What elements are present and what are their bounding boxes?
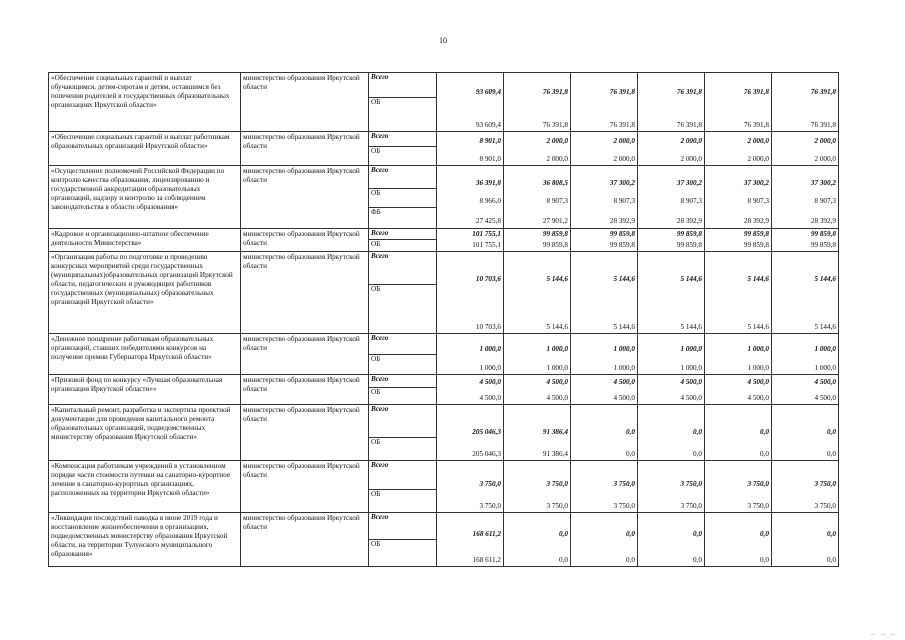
measure-name: «Компенсация работникам учреждений в установленном порядке части стоимости путевки на санаторно-курортное лечение в санаторно-курортных организациях, расположенных на территории Иркутской области» [49,461,241,513]
total-amount: 4 500,0 [479,378,501,386]
total-amount: 168 611,2 [472,530,501,538]
amount: 0,0 [827,450,836,458]
table-row [49,375,839,405]
amount-cell [772,132,839,166]
amount-cell [772,229,839,252]
amount: 1 000,0 [479,364,501,372]
amount: 8 907,3 [814,197,836,205]
responsible-executor: министерство образования Иркутской области [241,375,369,405]
amount: 0,0 [827,556,836,564]
amount-cell [638,252,705,334]
total-amount: 2 000,0 [546,137,568,145]
amount-cell [772,461,839,513]
funding-source-label: ОБ [369,489,436,512]
total-amount: 2 000,0 [680,137,702,145]
total-amount: 5 144,6 [747,275,769,283]
amount-cell [705,375,772,405]
amount: 4 500,0 [747,394,769,402]
responsible-executor: министерство образования Иркутской области [241,513,369,567]
amount: 76 391,8 [810,121,836,129]
measure-name: «Денежное поощрение работникам образовательных организаций, ставших победителями конкурсов на получение премии Губернатора Иркутской области» [49,334,241,375]
amount-cell [437,513,504,567]
total-amount: 0,0 [760,530,769,538]
total-amount: 8 901,0 [479,137,501,145]
funding-source-cell [369,405,437,461]
funding-source-cell [369,166,437,229]
total-amount: 99 859,8 [676,230,702,238]
table-row [49,73,839,132]
amount: 2 000,0 [680,155,702,163]
amount-cell [504,132,571,166]
amount-cell [772,334,839,375]
amount: 0,0 [760,450,769,458]
amount: 3 750,0 [479,502,501,510]
total-amount: 0,0 [827,530,836,538]
funding-source-cell [369,375,437,405]
amount-cell [504,461,571,513]
amount: 76 391,8 [609,121,635,129]
funding-source-label: Всего [371,461,389,469]
amount-cell [504,513,571,567]
total-amount: 4 500,0 [680,378,702,386]
amount: 76 391,8 [676,121,702,129]
funding-source-label: Всего [371,73,389,81]
total-amount: 205 046,3 [472,428,501,436]
amount: 5 144,6 [680,323,702,331]
table-row [49,405,839,461]
amount-cell [705,73,772,132]
amount: 2 000,0 [814,155,836,163]
amount-cell [772,375,839,405]
funding-source-cell [369,132,437,166]
amount-cell [504,166,571,229]
total-amount: 4 500,0 [613,378,635,386]
funding-source-cell [369,461,437,513]
amount-cell [638,405,705,461]
amount-cell [772,73,839,132]
total-amount: 3 750,0 [613,480,635,488]
amount-cell [437,375,504,405]
amount: 0,0 [626,450,635,458]
total-amount: 5 144,6 [546,275,568,283]
responsible-executor: министерство образования Иркутской области [241,334,369,375]
amount: 28 392,9 [676,217,702,225]
total-amount: 3 750,0 [680,480,702,488]
measure-name: «Призовой фонд по конкурсу «Лучшая образовательная организация Иркутской области»» [49,375,241,405]
total-amount: 91 386,4 [542,428,568,436]
amount: 99 859,8 [676,241,702,249]
total-amount: 5 144,6 [814,275,836,283]
amount-cell [571,513,638,567]
funding-source-label: ОБ [369,539,436,566]
amount-cell [638,166,705,229]
amount: 93 609,4 [475,121,501,129]
amount: 3 750,0 [814,502,836,510]
amount-cell [772,513,839,567]
total-amount: 1 000,0 [546,345,568,353]
total-amount: 1 000,0 [479,345,501,353]
amount-cell [705,405,772,461]
amount-cell [638,229,705,252]
table-row [49,461,839,513]
total-amount: 0,0 [626,530,635,538]
amount: 10 703,6 [475,323,501,331]
funding-source-label: ОБ [369,354,436,374]
funding-source-label: Всего [371,166,389,174]
measure-name: «Обеспечение социальных гарантий и выплат обучающимся, детям-сиротам и детям, оставшимся без попечения родителей в государственных образовательных организациях Иркутской области» [49,73,241,132]
funding-source-label: Всего [371,132,389,140]
amount-cell [571,461,638,513]
budget-table [48,72,839,567]
funding-source-cell [369,252,437,334]
amount: 0,0 [693,450,702,458]
amount-cell [504,252,571,334]
total-amount: 99 859,8 [609,230,635,238]
measure-name: «Обеспечение социальных гарантий и выплат работникам образовательных организаций Иркутской области» [49,132,241,166]
responsible-executor: министерство образования Иркутской области [241,132,369,166]
total-amount: 36 808,5 [542,179,568,187]
total-amount: 37 300,2 [810,179,836,187]
funding-source-cell [369,73,437,132]
amount: 3 750,0 [680,502,702,510]
amount-cell [571,229,638,252]
amount: 8 907,3 [680,197,702,205]
amount: 2 000,0 [613,155,635,163]
table-row [49,252,839,334]
amount-cell [504,73,571,132]
funding-source-label: Всего [371,229,389,237]
amount: 0,0 [626,556,635,564]
funding-source-label: Всего [371,405,389,413]
amount-cell [571,375,638,405]
amount: 3 750,0 [747,502,769,510]
amount: 99 859,8 [609,241,635,249]
amount: 1 000,0 [546,364,568,372]
amount-cell [437,166,504,229]
total-amount: 0,0 [693,428,702,436]
amount-cell [638,513,705,567]
total-amount: 1 000,0 [814,345,836,353]
table-row [49,132,839,166]
total-amount: 0,0 [760,428,769,436]
amount-cell [705,334,772,375]
amount-cell [504,334,571,375]
amount: 1 000,0 [613,364,635,372]
total-amount: 0,0 [559,530,568,538]
amount-cell [705,132,772,166]
amount: 2 000,0 [747,155,769,163]
amount-cell [504,405,571,461]
funding-source-cell [369,334,437,375]
amount-cell [772,166,839,229]
amount-cell [571,405,638,461]
funding-source-cell [369,229,437,252]
amount: 99 859,8 [542,241,568,249]
funding-source-label: Всего [371,375,389,383]
measure-name: «Капитальный ремонт, разработка и экспертиза проектной документации для проведения капитального ремонта образовательных организаций, подведомственных министерству образования Иркутской области» [49,405,241,461]
total-amount: 1 000,0 [613,345,635,353]
amount-cell [571,166,638,229]
funding-source-label: Всего [371,334,389,342]
amount-cell [638,375,705,405]
total-amount: 3 750,0 [479,480,501,488]
amount-cell [772,405,839,461]
total-amount: 4 500,0 [546,378,568,386]
total-amount: 37 300,2 [609,179,635,187]
amount: 5 144,6 [613,323,635,331]
amount: 28 392,9 [609,217,635,225]
amount: 8 907,3 [613,197,635,205]
amount-cell [571,252,638,334]
amount: 76 391,8 [743,121,769,129]
total-amount: 36 391,8 [475,179,501,187]
total-amount: 1 000,0 [680,345,702,353]
amount-cell [638,73,705,132]
amount: 101 755,1 [472,241,501,249]
responsible-executor: министерство образования Иркутской области [241,166,369,229]
funding-source-label: ОБ [369,97,436,131]
amount: 5 144,6 [814,323,836,331]
funding-source-label: ОБ [369,239,436,251]
total-amount: 76 391,8 [810,88,836,96]
funding-source-label: ОБ [369,437,436,460]
total-amount: 2 000,0 [613,137,635,145]
amount: 0,0 [693,556,702,564]
amount: 205 046,3 [472,450,501,458]
amount-cell [571,73,638,132]
total-amount: 2 000,0 [814,137,836,145]
amount: 2 000,0 [546,155,568,163]
total-amount: 93 609,4 [475,88,501,96]
amount: 27 425,8 [475,217,501,225]
amount: 27 901,2 [542,217,568,225]
amount: 0,0 [760,556,769,564]
table-row [49,334,839,375]
total-amount: 76 391,8 [676,88,702,96]
amount-cell [772,252,839,334]
amount-cell [437,132,504,166]
total-amount: 37 300,2 [676,179,702,187]
funding-source-label: Всего [371,252,389,260]
total-amount: 76 391,8 [743,88,769,96]
amount-cell [705,252,772,334]
measure-name: «Кадровое и организационно-штатное обеспечение деятельности Министерства» [49,229,241,252]
funding-source-label: ОБ [369,188,436,207]
measure-name: «Ликвидация последствий паводка в июне 2019 года и восстановление жизнеобеспечения в организациях, подведомственных министерству образования Иркутской области, на территории Тулунского муниципального образования» [49,513,241,567]
funding-source-label: ФБ [369,207,436,228]
total-amount: 1 000,0 [747,345,769,353]
amount: 28 392,9 [810,217,836,225]
amount: 168 611,2 [472,556,501,564]
total-amount: 99 859,8 [743,230,769,238]
amount: 5 144,6 [546,323,568,331]
amount: 1 000,0 [814,364,836,372]
total-amount: 101 755,1 [472,230,501,238]
amount-cell [638,132,705,166]
amount: 8 966,0 [479,197,501,205]
amount-cell [437,405,504,461]
amount-cell [504,229,571,252]
table-row [49,513,839,567]
amount: 1 000,0 [680,364,702,372]
amount-cell [571,334,638,375]
amount-cell [437,252,504,334]
total-amount: 99 859,8 [542,230,568,238]
total-amount: 76 391,8 [609,88,635,96]
amount-cell [437,461,504,513]
amount: 3 750,0 [546,502,568,510]
total-amount: 5 144,6 [680,275,702,283]
table-row [49,166,839,229]
measure-name: «Организация работы по подготовке и проведению конкурсных мероприятий среди государственных (муниципальных)образовательных организаций Иркутской области, педагогических и руководящих работников государственных (муниципальных) образовательных организаций Иркутской области» [49,252,241,334]
responsible-executor: министерство образования Иркутской области [241,229,369,252]
responsible-executor: министерство образования Иркутской области [241,461,369,513]
total-amount: 3 750,0 [814,480,836,488]
amount: 4 500,0 [814,394,836,402]
table-row [49,229,839,252]
amount-cell [638,461,705,513]
amount: 4 500,0 [613,394,635,402]
amount: 8 907,3 [747,197,769,205]
total-amount: 4 500,0 [747,378,769,386]
funding-source-label: ОБ [369,284,436,333]
amount: 4 500,0 [680,394,702,402]
total-amount: 76 391,8 [542,88,568,96]
total-amount: 3 750,0 [546,480,568,488]
amount-cell [437,73,504,132]
amount: 0,0 [559,556,568,564]
amount-cell [705,513,772,567]
amount: 4 500,0 [479,394,501,402]
total-amount: 99 859,8 [810,230,836,238]
total-amount: 4 500,0 [814,378,836,386]
amount: 5 144,6 [747,323,769,331]
total-amount: 37 300,2 [743,179,769,187]
responsible-executor: министерство образования Иркутской области [241,252,369,334]
amount: 3 750,0 [613,502,635,510]
amount: 91 386,4 [542,450,568,458]
amount-cell [437,229,504,252]
amount: 8 907,3 [546,197,568,205]
funding-source-label: Всего [371,513,389,521]
amount-cell [705,229,772,252]
scan-mark: _ _ _ [871,627,897,636]
total-amount: 0,0 [693,530,702,538]
amount: 1 000,0 [747,364,769,372]
amount-cell [571,132,638,166]
total-amount: 10 703,6 [475,275,501,283]
amount: 28 392,9 [743,217,769,225]
amount: 99 859,8 [743,241,769,249]
amount: 8 901,0 [479,155,501,163]
total-amount: 0,0 [626,428,635,436]
amount: 99 859,8 [810,241,836,249]
funding-source-label: ОБ [369,146,436,165]
amount: 76 391,8 [542,121,568,129]
amount-cell [437,334,504,375]
amount-cell [638,334,705,375]
responsible-executor: министерство образования Иркутской области [241,73,369,132]
page-number: 10 [439,36,447,45]
total-amount: 3 750,0 [747,480,769,488]
total-amount: 5 144,6 [613,275,635,283]
funding-source-label: ОБ [369,387,436,404]
responsible-executor: министерство образования Иркутской области [241,405,369,461]
funding-source-cell [369,513,437,567]
amount-cell [504,375,571,405]
total-amount: 2 000,0 [747,137,769,145]
amount: 4 500,0 [546,394,568,402]
amount-cell [705,166,772,229]
measure-name: «Осуществление полномочий Российской Федерации по контролю качества образования, лицензированию и государственной аккредитации образовательных организаций, надзору и контролю за соблюдением законодательства в области образования» [49,166,241,229]
amount-cell [705,461,772,513]
total-amount: 0,0 [827,428,836,436]
